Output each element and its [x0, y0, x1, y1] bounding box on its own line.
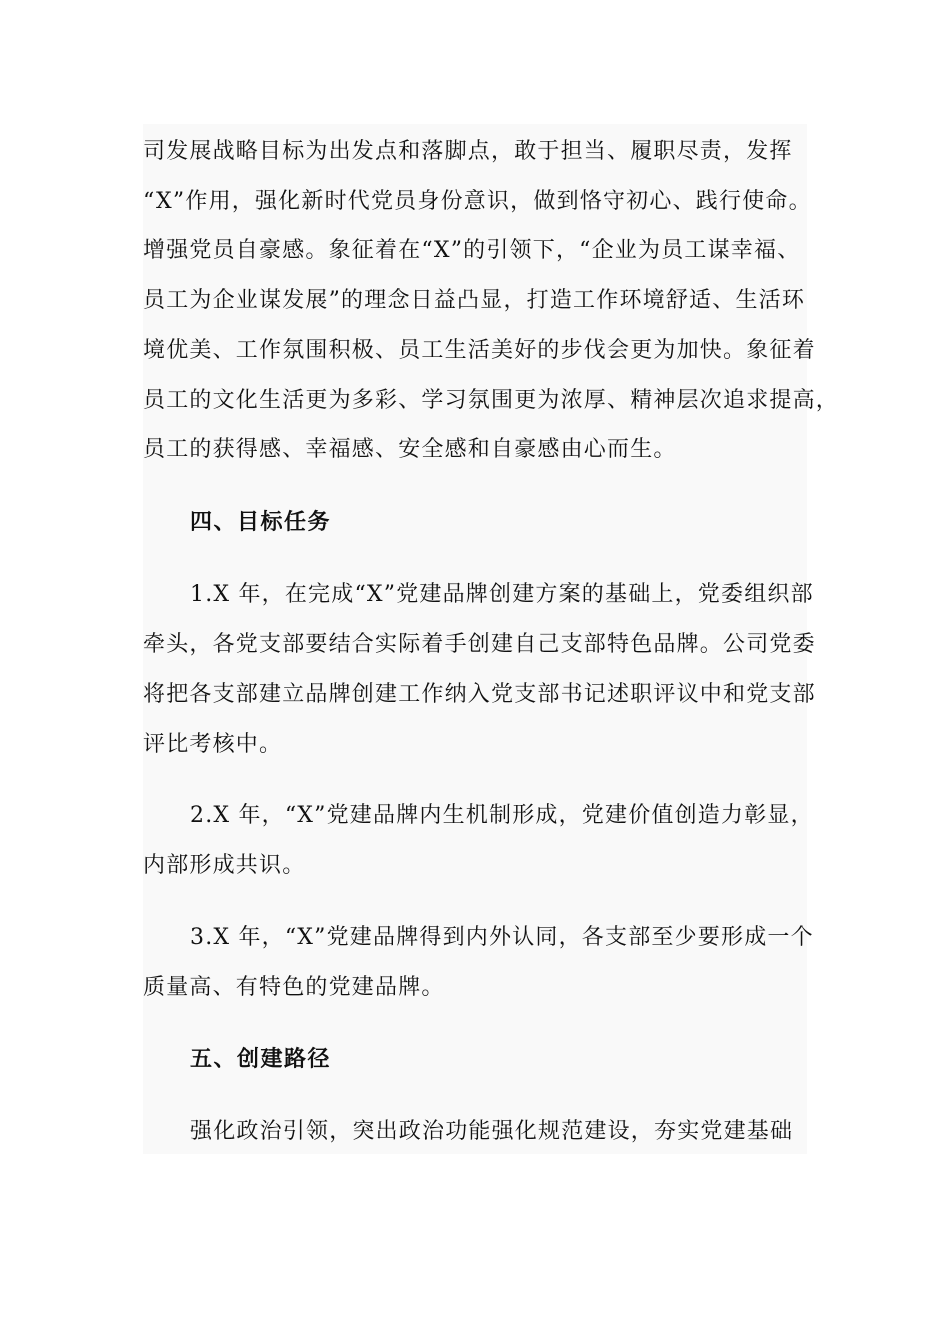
task-item-1-line: 1.X 年，在完成“X”党建品牌创建方案的基础上，党委组织部 — [190, 582, 814, 607]
task-item-1-line: 评比考核中。 — [143, 732, 283, 757]
task-item-3-line: 3.X 年，“X”党建品牌得到内外认同，各支部至少要形成一个 — [190, 925, 814, 950]
task-item-1-line: 将把各支部建立品牌创建工作纳入党支部书记述职评议中和党支部 — [143, 682, 816, 707]
task-item-3-line: 质量高、有特色的党建品牌。 — [143, 975, 445, 1000]
body-text-line: 境优美、工作氛围积极、员工生活美好的步伐会更为加快。象征着 — [143, 338, 816, 363]
section-heading-targets: 四、目标任务 — [190, 510, 332, 535]
path-paragraph-line: 强化政治引领，突出政治功能强化规范建设，夯实党建基础 — [190, 1119, 794, 1144]
body-text-line: 增强党员自豪感。象征着在“X”的引领下，“企业为员工谋幸福、 — [143, 238, 801, 263]
body-text-line: 员工的获得感、幸福感、安全感和自豪感由心而生。 — [143, 437, 677, 462]
task-item-2-line: 2.X 年，“X”党建品牌内生机制形成，党建价值创造力彰显， — [190, 803, 814, 828]
task-item-2-line: 内部形成共识。 — [143, 853, 306, 878]
body-text-line: 员工为企业谋发展”的理念日益凸显，打造工作环境舒适、生活环 — [143, 288, 806, 313]
body-text-line: “X”作用，强化新时代党员身份意识，做到恪守初心、践行使命。 — [143, 189, 812, 214]
task-item-1-line: 牵头，各党支部要结合实际着手创建自己支部特色品牌。公司党委 — [143, 632, 816, 657]
body-text-line: 员工的文化生活更为多彩、学习氛围更为浓厚、精神层次追求提高， — [143, 388, 840, 413]
body-text-line: 司发展战略目标为出发点和落脚点，敢于担当、履职尽责，发挥 — [143, 139, 793, 164]
section-heading-path: 五、创建路径 — [190, 1047, 332, 1072]
